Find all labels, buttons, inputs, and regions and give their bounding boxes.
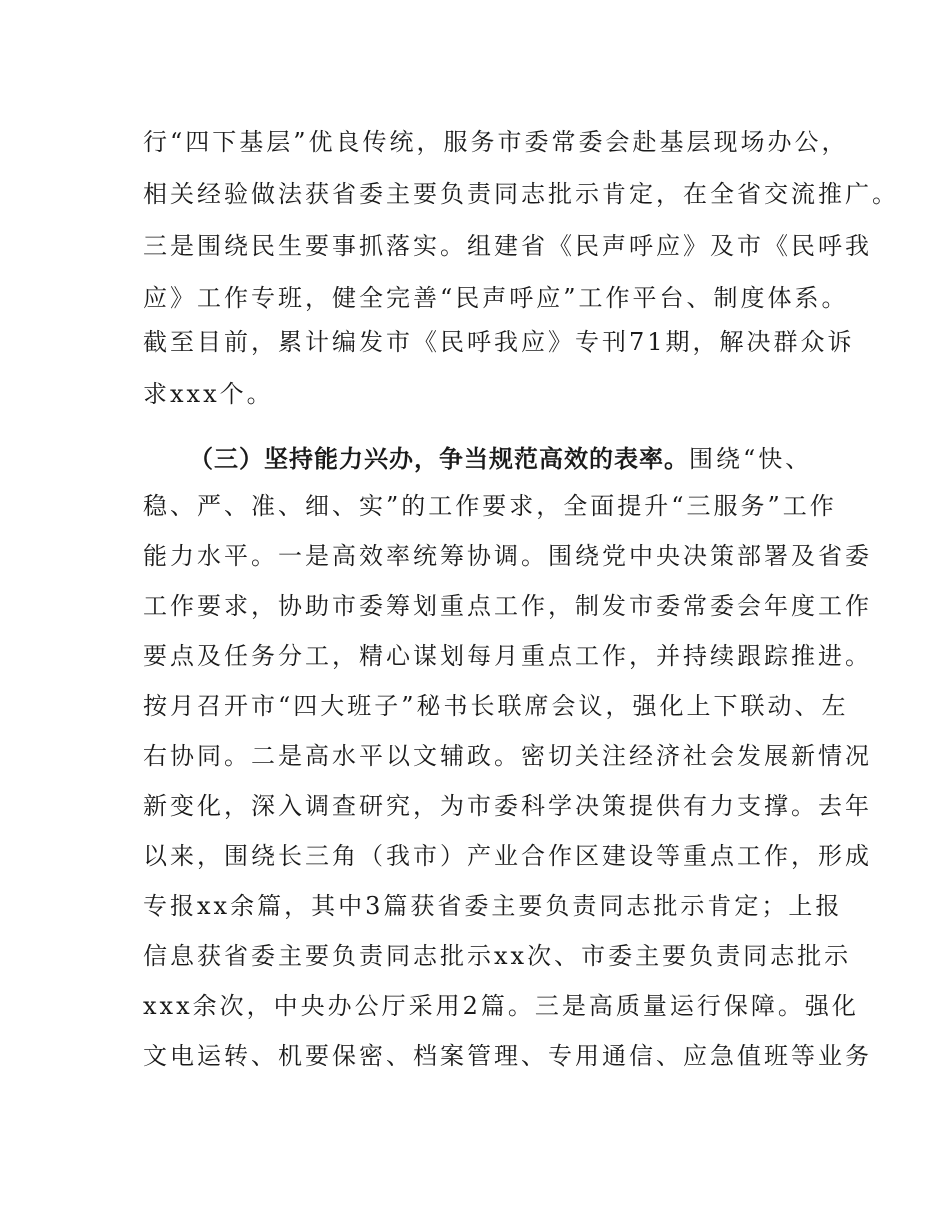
paragraph-line: 能力水平。一是高效率统筹协调。围绕党中央决策部署及省委 (143, 542, 872, 570)
section-heading: （三）坚持能力兴办，争当规范高效的表率。 (189, 445, 689, 473)
paragraph-line: 截至目前，累计编发市《民呼我应》专刊71期，解决群众诉 (143, 328, 855, 356)
paragraph-line: 行“四下基层”优良传统，服务市委常委会赴基层现场办公， (143, 128, 849, 156)
paragraph-line: 专报xx余篇，其中3篇获省委主要负责同志批示肯定；上报 (143, 892, 843, 920)
paragraph-line: 求xxx个。 (143, 380, 274, 408)
paragraph-line: xxx余次，中央办公厅采用2篇。三是高质量运行保障。强化 (143, 992, 859, 1020)
paragraph-line: 要点及任务分工，精心谋划每月重点工作，并持续跟踪推进。 (143, 642, 872, 670)
paragraph-line: 右协同。二是高水平以文辅政。密切关注经济社会发展新情况 (143, 742, 872, 770)
paragraph-line: 新变化，深入调查研究，为市委科学决策提供有力支撑。去年 (143, 792, 872, 820)
paragraph-line: 工作要求，协助市委筹划重点工作，制发市委常委会年度工作 (143, 592, 872, 620)
paragraph-line: 按月召开市“四大班子”秘书长联席会议，强化上下联动、左 (143, 692, 849, 720)
paragraph-line: 文电运转、机要保密、档案管理、专用通信、应急值班等业务 (143, 1042, 872, 1070)
paragraph-line: 信息获省委主要负责同志批示xx次、市委主要负责同志批示 (143, 942, 852, 970)
paragraph-line: 稳、严、准、细、实”的工作要求，全面提升“三服务”工作 (143, 492, 837, 520)
paragraph-line: 相关经验做法获省委主要负责同志批示肯定，在全省交流推广。 (143, 180, 899, 208)
paragraph-line: 三是围绕民生要事抓落实。组建省《民声呼应》及市《民呼我 (143, 232, 872, 260)
section-first-line-rest: 围绕“快、 (689, 445, 813, 473)
paragraph-line: 应》工作专班，健全完善“民声呼应”工作平台、制度体系。 (143, 284, 849, 312)
section-first-line (189, 444, 812, 474)
paragraph-line: 以来，围绕长三角（我市）产业合作区建设等重点工作，形成 (143, 842, 872, 870)
